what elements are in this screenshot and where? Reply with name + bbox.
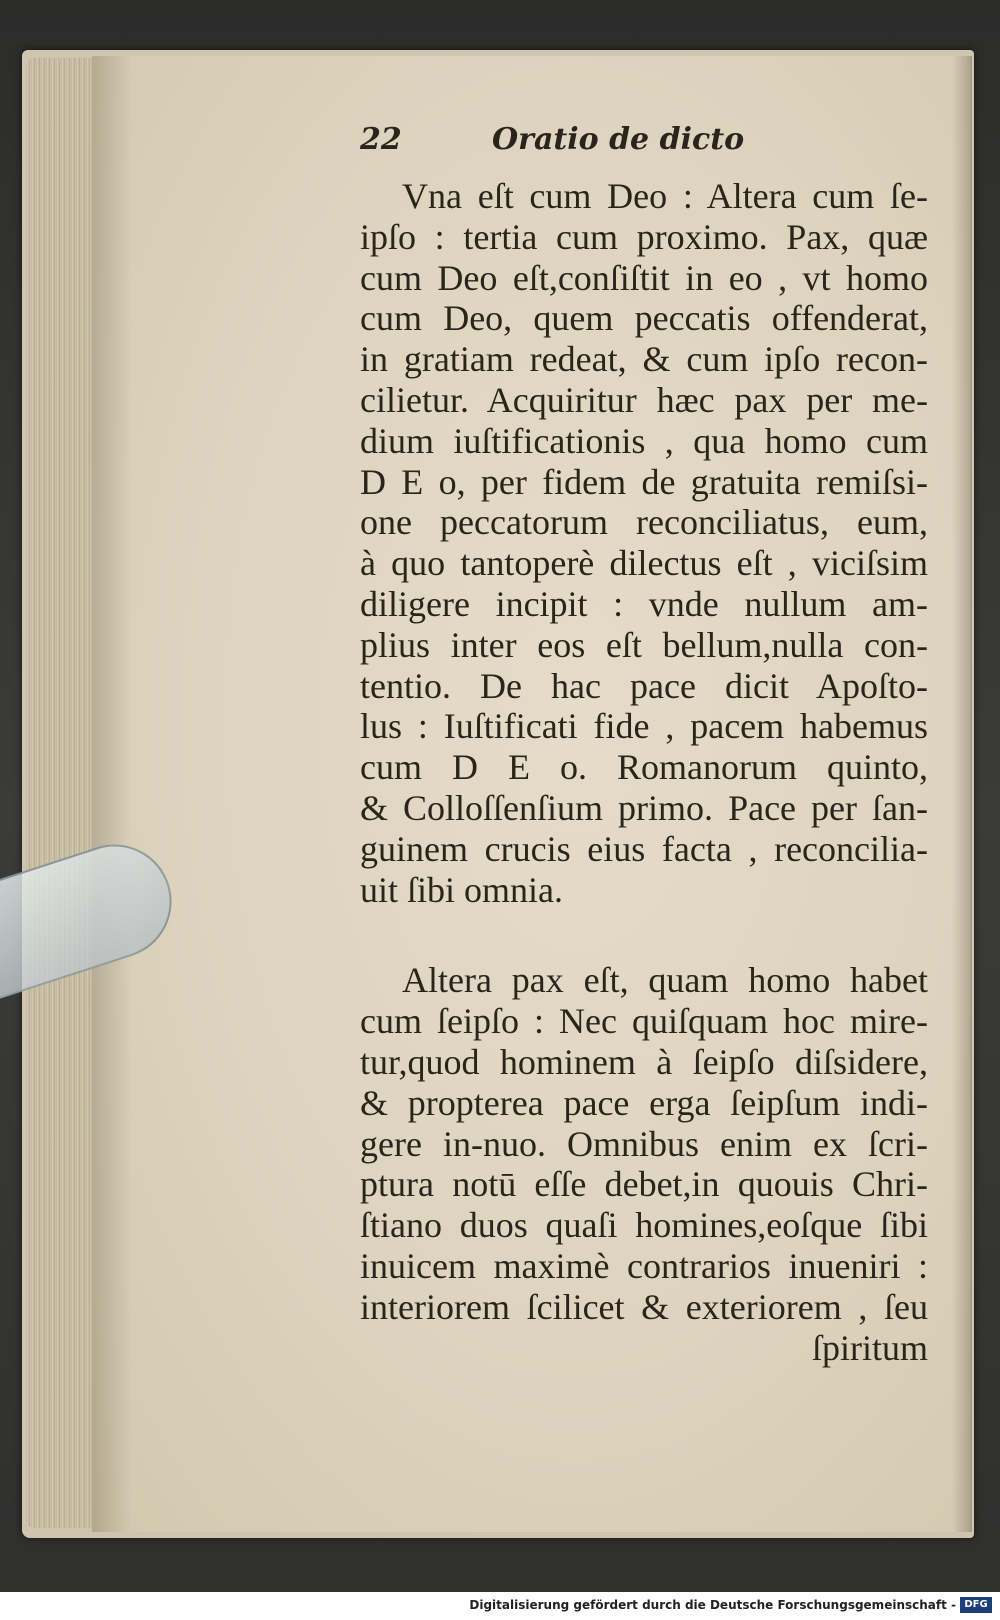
text-line: D E o, per fidem de gratuita remiſsi- (360, 461, 928, 502)
text-line: inuicem maximè contrarios inueniri : (360, 1245, 928, 1286)
gutter-shadow (92, 56, 132, 1532)
page-right-edge (952, 56, 972, 1532)
text-line: one peccatorum reconciliatus, eum, (360, 502, 928, 543)
running-head (360, 122, 780, 168)
page-number: 22 (360, 122, 402, 157)
running-head-title: Oratio de dicto (492, 122, 745, 157)
text-line: dium iuſtificationis , qua homo cum (360, 420, 928, 461)
text-line: plius inter eos eſt bellum,nulla con- (360, 624, 928, 665)
footer-bar (0, 1592, 1000, 1620)
text-line: cum Deo eſt,conſiſtit in eo , vt homo (360, 257, 928, 298)
text-line: guinem crucis eius facta , reconcilia- (360, 828, 928, 869)
text-line: & propterea pace erga ſeipſum indi- (360, 1082, 928, 1123)
text-line: tentio. De hac pace dicit Apoſto- (360, 665, 928, 706)
text-line: ptura notū eſſe debet,in quouis Chri- (360, 1164, 928, 1205)
text-line: Altera pax eſt, quam homo habet (402, 960, 928, 1001)
text-line: Vna eſt cum Deo : Altera cum ſe- (402, 176, 928, 216)
text-line: cum D E o. Romanorum quinto, (360, 747, 928, 788)
paragraph-2 (360, 960, 928, 1327)
dfg-logo-icon: DFG (960, 1597, 992, 1613)
text-line: ſtiano duos quaſi homines,eoſque ſibi (360, 1205, 928, 1246)
page-edges (26, 58, 96, 1528)
footer-credit: Digitalisierung gefördert durch die Deutsche Forschungsgemeinschaft - (469, 1598, 956, 1612)
text-line: interiorem ſcilicet & exteriorem , ſeu (360, 1286, 928, 1327)
text-line: ipſo : tertia cum proximo. Pax, quæ (360, 216, 928, 257)
text-line: à quo tantoperè dilectus eſt , viciſsim (360, 543, 928, 584)
text-line: cum Deo, quem peccatis offenderat, (360, 298, 928, 339)
text-line: tur,quod hominem à ſeipſo diſsidere, (360, 1041, 928, 1082)
text-line: gere in-nuo. Omnibus enim ex ſcri- (360, 1123, 928, 1164)
text-line: uit ſibi omnia. (360, 869, 563, 910)
text-line: & Colloſſenſium primo. Pace per ſan- (360, 787, 928, 828)
catchword: ſpiritum (812, 1327, 928, 1368)
body-text (360, 176, 928, 1368)
text-line: in gratiam redeat, & cum ipſo recon- (360, 339, 928, 380)
text-line: cilietur. Acquiritur hæc pax per me- (360, 379, 928, 420)
text-line: diligere incipit : vnde nullum am- (360, 583, 928, 624)
text-line: cum ſeipſo : Nec quiſquam hoc mire- (360, 1001, 928, 1042)
paragraph-gap (360, 910, 928, 960)
text-line: lus : Iuſtificati fide , pacem habemus (360, 706, 928, 747)
paragraph-1 (360, 176, 928, 910)
